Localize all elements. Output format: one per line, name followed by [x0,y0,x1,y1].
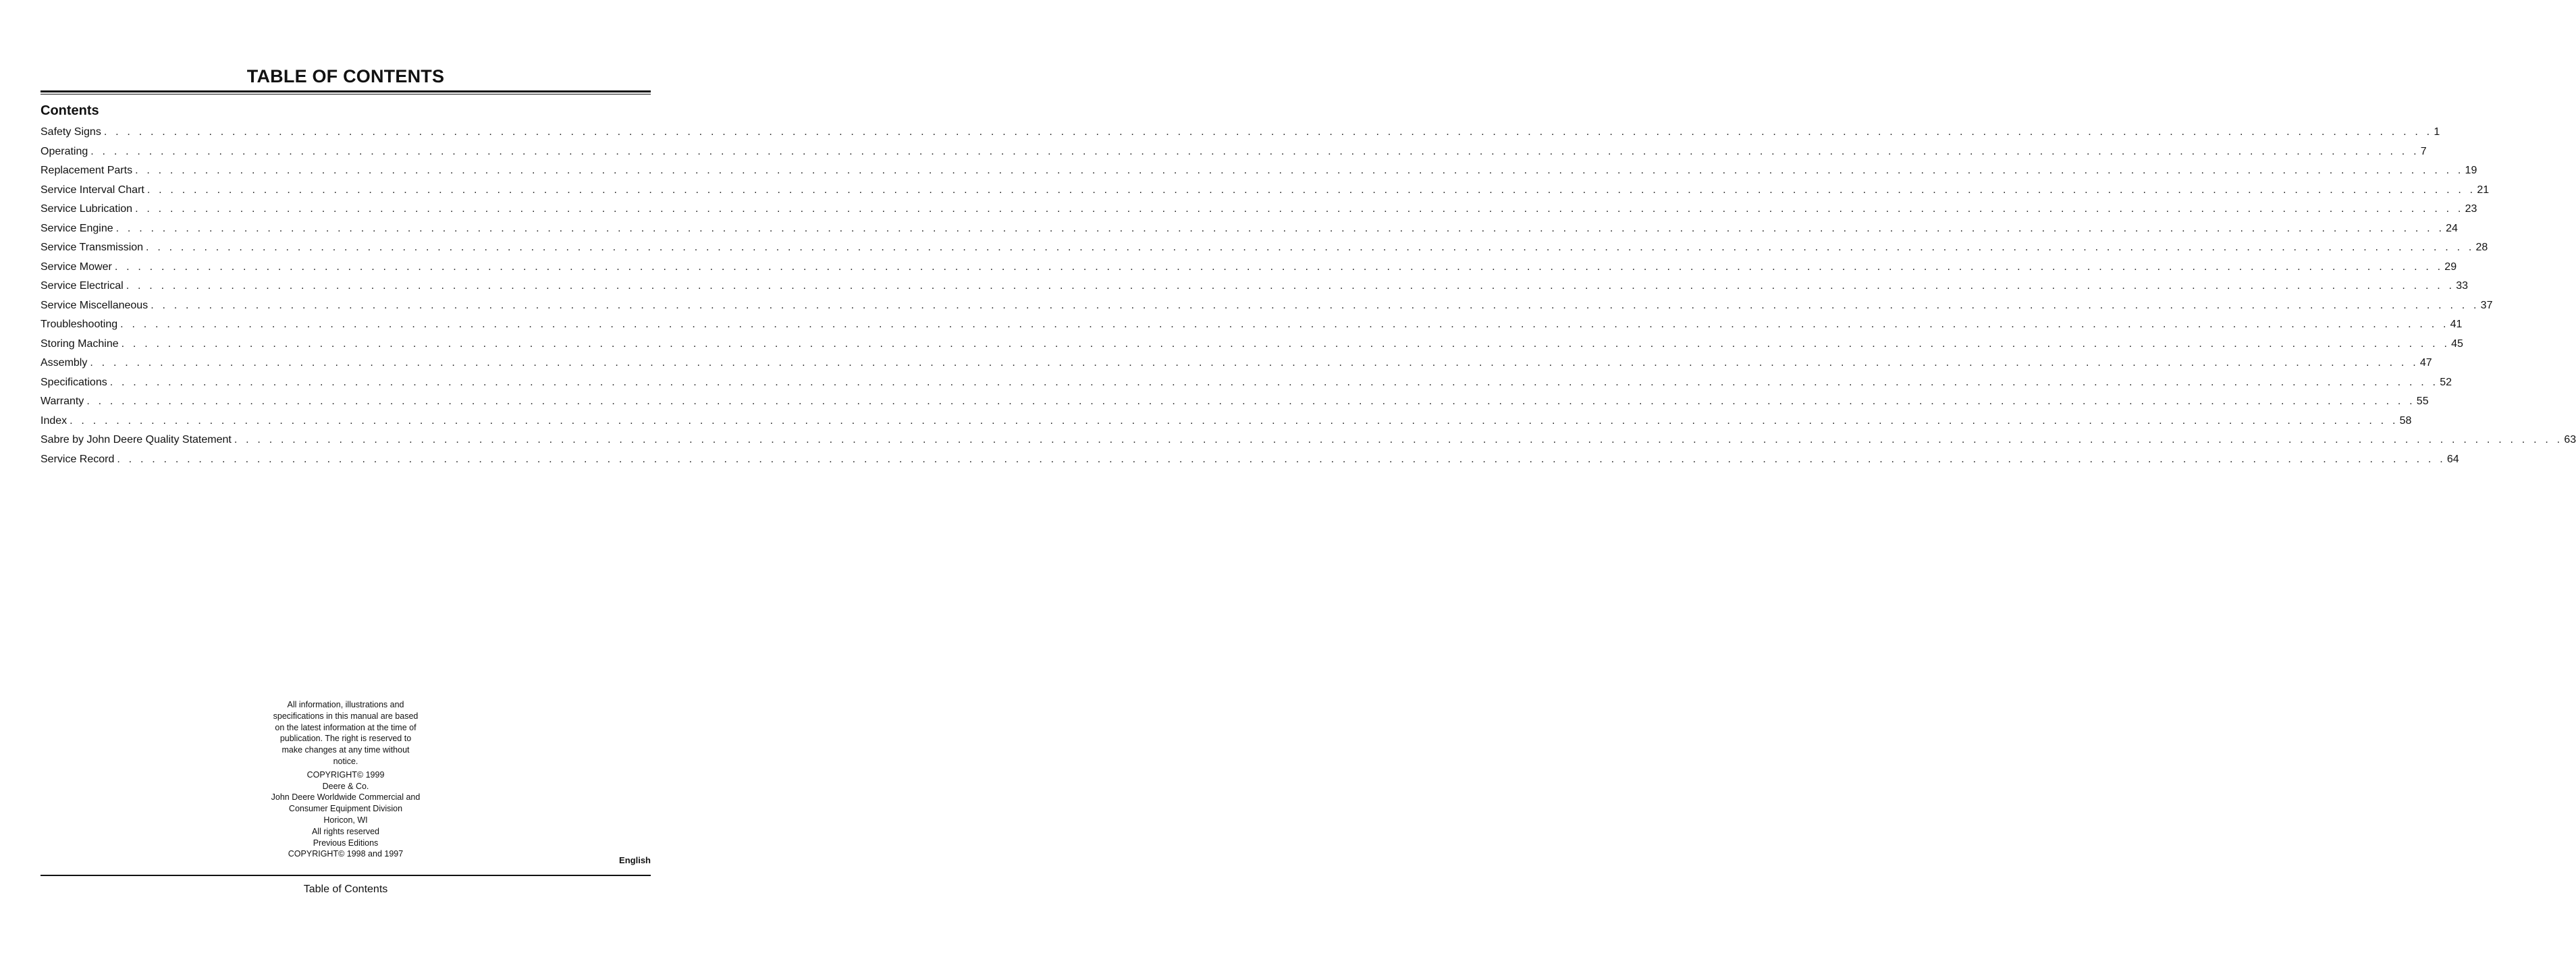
toc-entry-page-number: 24 [2446,222,2458,234]
notice-line: specifications in this manual are based [273,711,419,721]
toc-entry-label: Index [41,414,68,427]
notice-line: Deere & Co. [322,781,369,791]
toc-entry[interactable] [41,238,2488,258]
notice-line: COPYRIGHT© 1999 [306,769,385,780]
toc-entry[interactable] [41,335,2463,354]
toc-entry-page-number: 64 [2446,453,2459,465]
toc-entry-page-number: 19 [2465,165,2477,176]
toc-entry-label: Specifications [41,376,107,388]
toc-entry-page-number: 58 [2399,414,2412,427]
contents-heading: Contents [41,103,99,118]
toc-entry-label: Replacement Parts [41,165,133,176]
toc-entry-page-number: 28 [2475,242,2488,253]
toc-dot-leader: . . . . . . . . . . . . . . . . . . . . . . . . . . . . . . . . . . . . . . . . . . . . . . . . . . . . . . . . . . . . . . . . . . . . . . . . . . . . . . . . . . . . . . . . . . . . . . . . . . . . . . . . . . . . . . . . . . . . . . . . . . . . . . . . . . . . . . . . . . . . . . . . . . . . . . . . . . . . . . . . . . . . . . . . . . . . . . . . . . . . . . . . . . . . . . . . . . . . . . . . [117,453,2446,465]
copyright-notice [244,699,447,860]
toc-dot-leader: . . . . . . . . . . . . . . . . . . . . . . . . . . . . . . . . . . . . . . . . . . . . . . . . . . . . . . . . . . . . . . . . . . . . . . . . . . . . . . . . . . . . . . . . . . . . . . . . . . . . . . . . . . . . . . . . . . . . . . . . . . . . . . . . . . . . . . . . . . . . . . . . . . . . . . . . . . . . . . . . . . . . . . . . . . . . . . . . . . . . . . . . . . . . . . . . . . . . . . . . [114,261,2444,273]
toc-dot-leader: . . . . . . . . . . . . . . . . . . . . . . . . . . . . . . . . . . . . . . . . . . . . . . . . . . . . . . . . . . . . . . . . . . . . . . . . . . . . . . . . . . . . . . . . . . . . . . . . . . . . . . . . . . . . . . . . . . . . . . . . . . . . . . . . . . . . . . . . . . . . . . . . . . . . . . . . . . . . . . . . . . . . . . . . . . . . . . . . . . . . . . . . . . . . . . . . . . . . . . . . [86,396,2415,407]
toc-entry[interactable] [41,412,2412,431]
notice-line: Horicon, WI [323,815,368,825]
toc-dot-leader: . . . . . . . . . . . . . . . . . . . . . . . . . . . . . . . . . . . . . . . . . . . . . . . . . . . . . . . . . . . . . . . . . . . . . . . . . . . . . . . . . . . . . . . . . . . . . . . . . . . . . . . . . . . . . . . . . . . . . . . . . . . . . . . . . . . . . . . . . . . . . . . . . . . . . . . . . . . . . . . . . . . . . . . . . . . . . . . . . . . . . . . . . . . . . . . . . . . . . . . . [90,357,2419,369]
toc-entry-label: Service Transmission [41,242,144,253]
notice-line: on the latest information at the time of [275,722,417,732]
toc-dot-leader: . . . . . . . . . . . . . . . . . . . . . . . . . . . . . . . . . . . . . . . . . . . . . . . . . . . . . . . . . . . . . . . . . . . . . . . . . . . . . . . . . . . . . . . . . . . . . . . . . . . . . . . . . . . . . . . . . . . . . . . . . . . . . . . . . . . . . . . . . . . . . . . . . . . . . . . . . . . . . . . . . . . . . . . . . . . . . . . . . . . . . . . . . . . . . . . . . . . . . . . . [90,145,2419,157]
toc-entry-label: Service Engine [41,222,113,234]
toc-entry[interactable] [41,373,2452,393]
toc-entry-page-number: 63 [2564,434,2576,445]
toc-dot-leader: . . . . . . . . . . . . . . . . . . . . . . . . . . . . . . . . . . . . . . . . . . . . . . . . . . . . . . . . . . . . . . . . . . . . . . . . . . . . . . . . . . . . . . . . . . . . . . . . . . . . . . . . . . . . . . . . . . . . . . . . . . . . . . . . . . . . . . . . . . . . . . . . . . . . . . . . . . . . . . . . . . . . . . . . . . . . . . . . . . . . . . . . . . . . . . . . . . . . . . . . [120,319,2449,330]
toc-entry-label: Operating [41,145,88,157]
toc-entry[interactable] [41,296,2493,316]
toc-entry[interactable] [41,258,2457,277]
toc-entry-page-number: 41 [2450,319,2463,330]
toc-dot-leader: . . . . . . . . . . . . . . . . . . . . . . . . . . . . . . . . . . . . . . . . . . . . . . . . . . . . . . . . . . . . . . . . . . . . . . . . . . . . . . . . . . . . . . . . . . . . . . . . . . . . . . . . . . . . . . . . . . . . . . . . . . . . . . . . . . . . . . . . . . . . . . . . . . . . . . . . . . . . . . . . . . . . . . . . . . . . . . . . . . . . . . . . . . . . . . . . . . . . . . . . [135,165,2464,176]
toc-entry-label: Warranty [41,396,84,407]
toc-dot-leader: . . . . . . . . . . . . . . . . . . . . . . . . . . . . . . . . . . . . . . . . . . . . . . . . . . . . . . . . . . . . . . . . . . . . . . . . . . . . . . . . . . . . . . . . . . . . . . . . . . . . . . . . . . . . . . . . . . . . . . . . . . . . . . . . . . . . . . . . . . . . . . . . . . . . . . . . . . . . . . . . . . . . . . . . . . . . . . . . . . . . . . . . . . . . . . . . . . . . . . . . [115,222,2445,234]
toc-entry[interactable] [41,392,2429,412]
language-label: English [619,855,651,865]
notice-line: Consumer Equipment Division [288,804,403,814]
toc-entry[interactable] [41,354,2432,373]
toc-entry-label: Safety Signs [41,126,101,138]
toc-entry[interactable] [41,277,2468,296]
notice-line: All rights reserved [311,826,380,836]
disclaimer-text [244,699,447,767]
notice-line: John Deere Worldwide Commercial and [271,792,421,803]
toc-dot-leader: . . . . . . . . . . . . . . . . . . . . . . . . . . . . . . . . . . . . . . . . . . . . . . . . . . . . . . . . . . . . . . . . . . . . . . . . . . . . . . . . . . . . . . . . . . . . . . . . . . . . . . . . . . . . . . . . . . . . . . . . . . . . . . . . . . . . . . . . . . . . . . . . . . . . . . . . . . . . . . . . . . . . . . . . . . . . . . . . . . . . . . . . . . . . . . . . . . . . . . . . [146,242,2475,253]
toc-entry-page-number: 1 [2434,126,2440,138]
toc-entry-page-number: 33 [2456,280,2468,292]
toc-entry-label: Assembly [41,357,88,369]
toc-entry[interactable] [41,450,2459,470]
toc-dot-leader: . . . . . . . . . . . . . . . . . . . . . . . . . . . . . . . . . . . . . . . . . . . . . . . . . . . . . . . . . . . . . . . . . . . . . . . . . . . . . . . . . . . . . . . . . . . . . . . . . . . . . . . . . . . . . . . . . . . . . . . . . . . . . . . . . . . . . . . . . . . . . . . . . . . . . . . . . . . . . . . . . . . . . . . . . . . . . . . . . . . . . . . . . . . . . . . . . . . . . . . . [70,414,2398,427]
toc-entry-page-number: 23 [2465,203,2477,215]
notice-line: publication. The right is reserved to [279,734,412,744]
toc-dot-leader: . . . . . . . . . . . . . . . . . . . . . . . . . . . . . . . . . . . . . . . . . . . . . . . . . . . . . . . . . . . . . . . . . . . . . . . . . . . . . . . . . . . . . . . . . . . . . . . . . . . . . . . . . . . . . . . . . . . . . . . . . . . . . . . . . . . . . . . . . . . . . . . . . . . . . . . . . . . . . . . . . . . . . . . . . . . . . . . . . . . . . . . . . . . . . . . . . . . . . . . . [103,126,2433,138]
toc-entry[interactable] [41,142,2427,162]
toc-entry-label: Service Lubrication [41,203,133,215]
toc-entry[interactable] [41,123,2440,142]
toc-entry-label: Service Interval Chart [41,184,144,196]
toc-entry-page-number: 45 [2451,337,2463,350]
toc-entry[interactable] [41,181,2490,200]
footer-rule [41,875,651,876]
notice-line: Previous Editions [313,838,379,848]
toc-entry-page-number: 21 [2477,184,2490,196]
toc-entry-page-number: 52 [2440,376,2452,388]
toc-dot-leader: . . . . . . . . . . . . . . . . . . . . . . . . . . . . . . . . . . . . . . . . . . . . . . . . . . . . . . . . . . . . . . . . . . . . . . . . . . . . . . . . . . . . . . . . . . . . . . . . . . . . . . . . . . . . . . . . . . . . . . . . . . . . . . . . . . . . . . . . . . . . . . . . . . . . . . . . . . . . . . . . . . . . . . . . . . . . . . . . . . . . . . . . . . . . . . . . . . . . . . . . [126,280,2455,292]
toc-entry-label: Storing Machine [41,337,119,350]
toc-entry-label: Service Mower [41,261,112,273]
toc-entry[interactable] [41,431,2576,450]
toc-entry-label: Service Miscellaneous [41,299,149,311]
notice-line: All information, illustrations and [287,700,404,709]
toc-entry-label: Service Record [41,453,115,465]
toc-entry[interactable] [41,315,2463,335]
toc-entry-page-number: 37 [2480,299,2493,311]
toc-dot-leader: . . . . . . . . . . . . . . . . . . . . . . . . . . . . . . . . . . . . . . . . . . . . . . . . . . . . . . . . . . . . . . . . . . . . . . . . . . . . . . . . . . . . . . . . . . . . . . . . . . . . . . . . . . . . . . . . . . . . . . . . . . . . . . . . . . . . . . . . . . . . . . . . . . . . . . . . . . . . . . . . . . . . . . . . . . . . . . . . . . . . . . . . . . . . . . . . . . . . . . . . [109,376,2439,388]
title-double-rule [41,90,651,94]
toc-entry[interactable] [41,219,2458,239]
toc-entry[interactable] [41,161,2477,181]
copyright-text [244,769,447,860]
toc-dot-leader: . . . . . . . . . . . . . . . . . . . . . . . . . . . . . . . . . . . . . . . . . . . . . . . . . . . . . . . . . . . . . . . . . . . . . . . . . . . . . . . . . . . . . . . . . . . . . . . . . . . . . . . . . . . . . . . . . . . . . . . . . . . . . . . . . . . . . . . . . . . . . . . . . . . . . . . . . . . . . . . . . . . . . . . . . . . . . . . . . . . . . . . . . . . . . . . . . . . . . . . . [135,203,2464,215]
notice-line: COPYRIGHT© 1998 and 1997 [288,849,404,859]
toc-dot-leader: . . . . . . . . . . . . . . . . . . . . . . . . . . . . . . . . . . . . . . . . . . . . . . . . . . . . . . . . . . . . . . . . . . . . . . . . . . . . . . . . . . . . . . . . . . . . . . . . . . . . . . . . . . . . . . . . . . . . . . . . . . . . . . . . . . . . . . . . . . . . . . . . . . . . . . . . . . . . . . . . . . . . . . . . . . . . . . . . . . . . . . . . . . . . . . . . . . . . . . . . [121,337,2450,350]
toc-entry-label: Sabre by John Deere Quality Statement [41,434,232,445]
notice-line: make changes at any time without [281,745,410,755]
toc-entry[interactable] [41,200,2477,219]
toc-entry-page-number: 7 [2420,145,2427,157]
toc-dot-leader: . . . . . . . . . . . . . . . . . . . . . . . . . . . . . . . . . . . . . . . . . . . . . . . . . . . . . . . . . . . . . . . . . . . . . . . . . . . . . . . . . . . . . . . . . . . . . . . . . . . . . . . . . . . . . . . . . . . . . . . . . . . . . . . . . . . . . . . . . . . . . . . . . . . . . . . . . . . . . . . . . . . . . . . . . . . . . . . . . . . . . . . . . . . . . . . . . . . . . . . . [151,299,2479,311]
page-title: TABLE OF CONTENTS [246,66,445,86]
notice-line: notice. [333,756,358,766]
toc-dot-leader: . . . . . . . . . . . . . . . . . . . . . . . . . . . . . . . . . . . . . . . . . . . . . . . . . . . . . . . . . . . . . . . . . . . . . . . . . . . . . . . . . . . . . . . . . . . . . . . . . . . . . . . . . . . . . . . . . . . . . . . . . . . . . . . . . . . . . . . . . . . . . . . . . . . . . . . . . . . . . . . . . . . . . . . . . . . . . . . . . . . . . . . . . . . . . . . . . . . . . . . . [146,184,2476,196]
toc-entry-page-number: 47 [2419,357,2432,369]
toc-list [41,123,2576,469]
toc-entry-label: Service Electrical [41,280,124,292]
toc-entry-label: Troubleshooting [41,319,118,330]
toc-dot-leader: . . . . . . . . . . . . . . . . . . . . . . . . . . . . . . . . . . . . . . . . . . . . . . . . . . . . . . . . . . . . . . . . . . . . . . . . . . . . . . . . . . . . . . . . . . . . . . . . . . . . . . . . . . . . . . . . . . . . . . . . . . . . . . . . . . . . . . . . . . . . . . . . . . . . . . . . . . . . . . . . . . . . . . . . . . . . . . . . . . . . . . . . . . . . . . . . . . . . . . . . [234,434,2563,445]
toc-entry-page-number: 29 [2444,261,2457,273]
footer-section-label: Table of Contents [303,884,388,895]
toc-entry-page-number: 55 [2416,396,2429,407]
